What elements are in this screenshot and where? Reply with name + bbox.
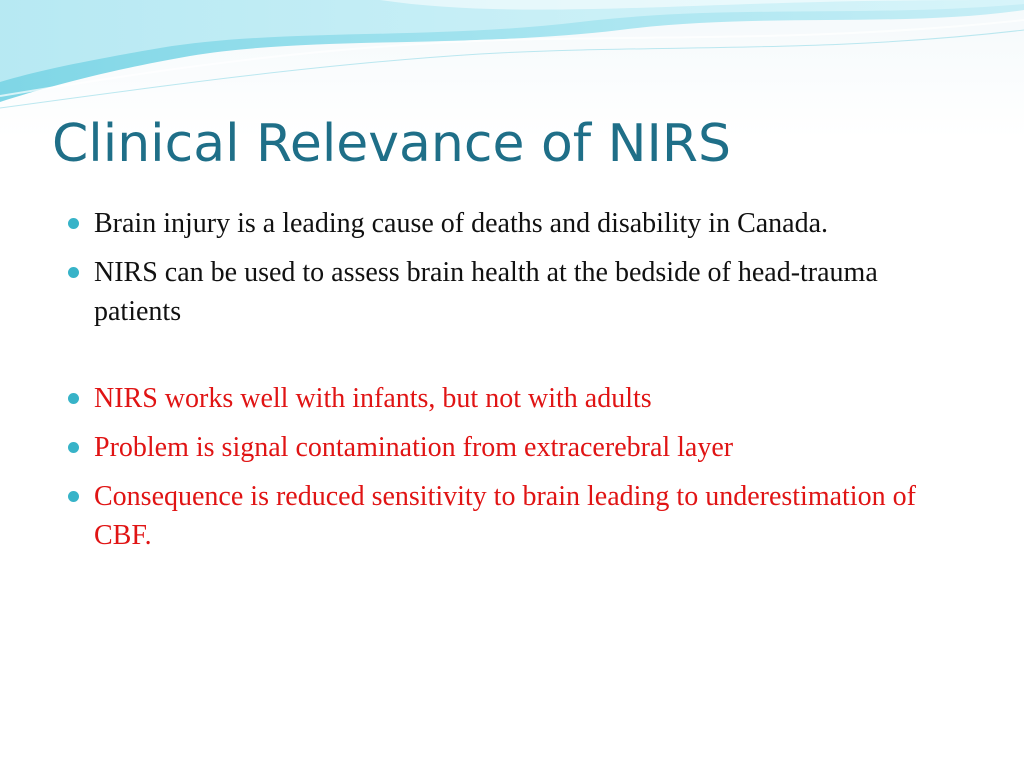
bullet-dot-icon	[68, 218, 79, 229]
bullet-item	[68, 253, 948, 331]
bullet-dot-icon	[68, 393, 79, 404]
bullet-text: NIRS works well with infants, but not with adults	[94, 383, 652, 414]
bullet-text: Brain injury is a leading cause of deaths and disability in Canada.	[94, 208, 829, 239]
bullet-text: Consequence is reduced sensitivity to brain leading to underestimation of CBF.	[94, 481, 916, 551]
bullet-text: NIRS can be used to assess brain health at the bedside of head-trauma patients	[94, 257, 878, 327]
bullet-list	[68, 204, 948, 565]
bullet-dot-icon	[68, 442, 79, 453]
bullet-item	[68, 379, 948, 418]
bullet-item	[68, 428, 948, 467]
bullet-item	[68, 477, 948, 555]
bullet-text: Problem is signal contamination from extracerebral layer	[94, 432, 734, 463]
header-wave-decoration	[0, 0, 1024, 120]
slide-title: Clinical Relevance of NIRS	[52, 114, 731, 174]
bullet-dot-icon	[68, 267, 79, 278]
bullet-item	[68, 204, 948, 243]
bullet-dot-icon	[68, 491, 79, 502]
